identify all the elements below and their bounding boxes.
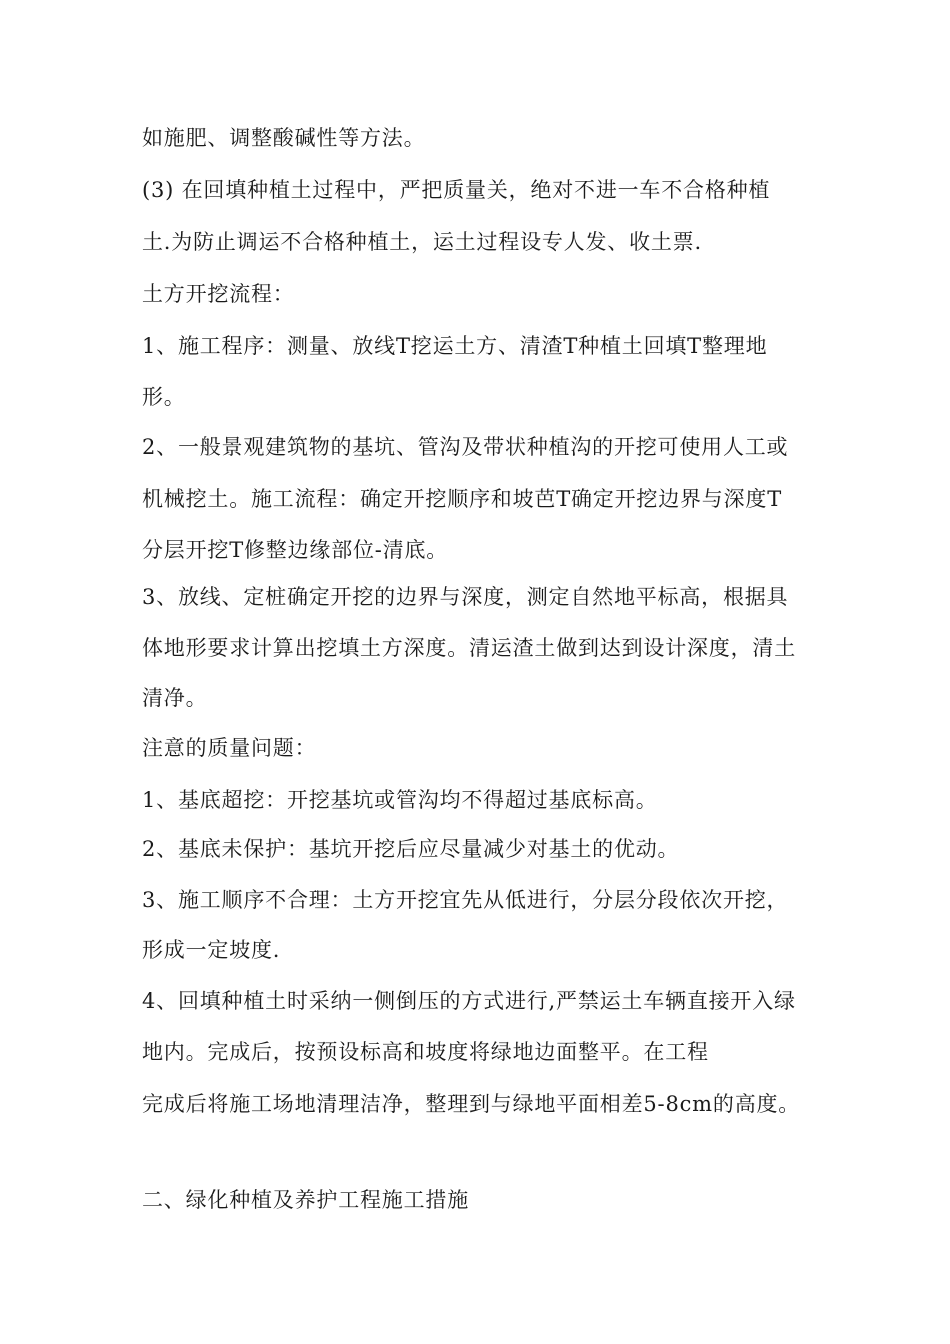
chapter-heading: 二、绿化种植及养护工程施工措施 xyxy=(142,1188,469,1212)
section-heading: 土方开挖流程： xyxy=(142,282,295,306)
text-line: 形。 xyxy=(142,385,186,409)
text-line: 2、一般景观建筑物的基坑、管沟及带状种植沟的开挖可使用人工或 xyxy=(142,435,789,459)
text-line: (3) 在回填种植土过程中，严把质量关，绝对不进一车不合格种植 xyxy=(142,178,771,202)
text-line: 2、基底未保护：基坑开挖后应尽量减少对基土的优动。 xyxy=(142,837,680,861)
text-line: 机械挖土。施工流程：确定开挖顺序和坡芭T确定开挖边界与深度T xyxy=(142,487,783,511)
text-line: 4、回填种植土时采纳一侧倒压的方式进行,严禁运土车辆直接开入绿 xyxy=(142,989,796,1013)
text-line: 体地形要求计算出挖填土方深度。清运渣土做到达到设计深度，清土 xyxy=(142,636,796,660)
text-line: 完成后将施工场地清理洁净，整理到与绿地平面相差5-8cm的高度。 xyxy=(142,1092,801,1116)
text-line: 1、施工程序：测量、放线T挖运土方、清渣T种植土回填T整理地 xyxy=(142,334,768,358)
text-line: 1、基底超挖：开挖基坑或管沟均不得超过基底标高。 xyxy=(142,788,658,812)
section-heading: 注意的质量问题： xyxy=(142,736,317,760)
text-line: 形成一定坡度. xyxy=(142,938,281,962)
text-line: 分层开挖T修整边缘部位-清底。 xyxy=(142,538,449,562)
text-line: 土.为防止调运不合格种植土，运土过程设专人发、收土票. xyxy=(142,230,702,254)
text-line: 3、放线、定桩确定开挖的边界与深度，测定自然地平标高，根据具 xyxy=(142,585,789,609)
text-line: 3、施工顺序不合理：土方开挖宜先从低进行，分层分段依次开挖， xyxy=(142,888,789,912)
text-line: 地内。完成后，按预设标高和坡度将绿地边面整平。在工程 xyxy=(142,1040,709,1064)
text-line: 如施肥、调整酸碱性等方法。 xyxy=(142,126,426,150)
text-line: 清净。 xyxy=(142,686,208,710)
